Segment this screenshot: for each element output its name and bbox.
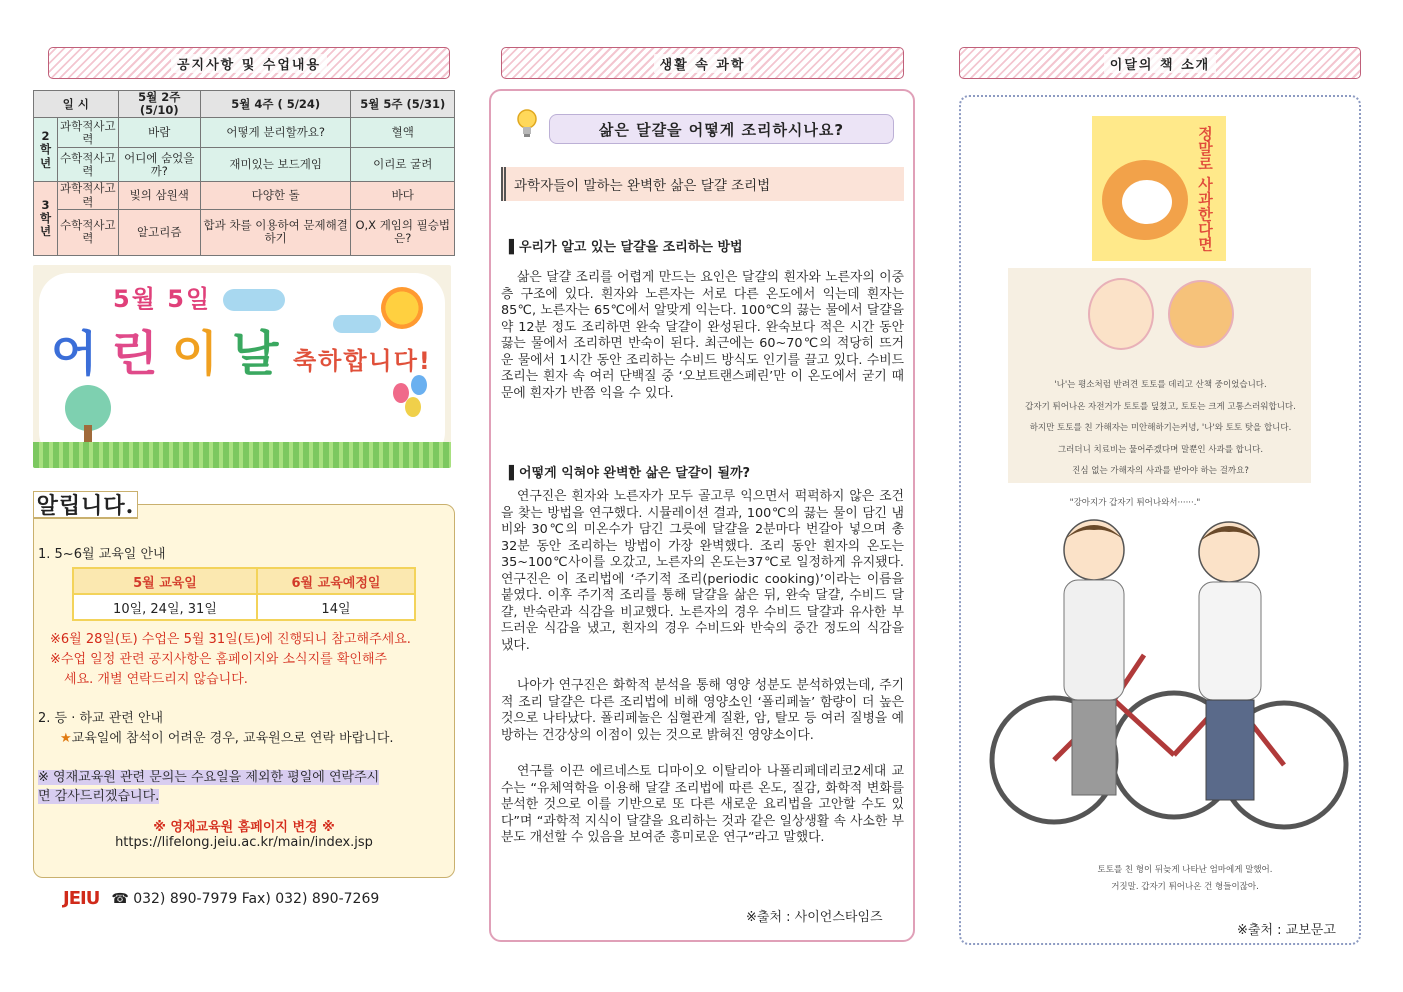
schedule-col-header: 일 시 (34, 91, 119, 118)
cloud-icon (223, 289, 285, 311)
book-source: ※출처 : 교보문고 (1237, 923, 1336, 938)
subject-cell: 과학적사고력 (58, 118, 119, 148)
banner-congrats: 축하합니다! (293, 347, 432, 375)
homepage-label: ※ 영재교육원 홈페이지 변경 ※ (153, 820, 335, 835)
subject-cell: 수학적사고력 (58, 148, 119, 182)
science-header: 생활 속 과학 (501, 47, 904, 79)
week-header: 5월 5주 (5/31) (351, 91, 455, 118)
table-cell: 이리로 굴려 (351, 148, 455, 182)
lightbulb-icon (516, 108, 538, 140)
notice-item-2: 2. 등 · 하교 관련 안내 (38, 711, 164, 726)
table-cell: 빛의 삼원색 (118, 182, 200, 209)
homepage-url[interactable]: https://lifelong.jeiu.ac.kr/main/index.jsp (115, 835, 373, 850)
summary-line: 하지만 토토를 친 가해자는 미안해하기는커녕, '나'와 토토 탓을 합니다. (1029, 423, 1292, 433)
notice-note-1: ※6월 28일(토) 수업은 5월 31일(토)에 진행되니 참고해주세요. (50, 632, 411, 647)
book-cover (1092, 116, 1226, 261)
subject-cell: 수학적사고력 (58, 209, 119, 255)
notice-contact-a (38, 766, 379, 785)
science-paragraph-3: 나아가 연구진은 화학적 분석을 통해 영양 성분도 분석하였는데, 주기적 조리 달걀은 다른 조리법에 비해 영양소인 ‘폴리페놀’ 함량이 더 높은 것으로 나타났다. 폴리페놀은 심혈관계 질환, 암, 탈모 등 여러 질병을 예방하는 건강상의 이점이 있는 것으로 밝혀진 영양소이다. (501, 678, 904, 743)
notice-contact-a-text: ※ 영재교육원 관련 문의는 수요일을 제외한 평일에 연락주시 (38, 770, 380, 785)
dog-illustration (1168, 280, 1234, 348)
notice-note-2a: ※수업 일정 관련 공지사항은 홈페이지와 소식지를 확인해주 (50, 652, 388, 667)
book-cover-title (1196, 126, 1214, 251)
book-header: 이달의 책 소개 (959, 47, 1361, 79)
notice-item-2-body: 교육일에 참석이 어려운 경우, 교육원으로 연락 바랍니다. (71, 731, 394, 746)
notice-contact-b-text: 면 감사드리겠습니다. (38, 789, 160, 804)
table-cell: 바다 (351, 182, 455, 209)
science-paragraph-4: 연구를 이끈 에르네스토 디마이오 이탈리아 나폴리페데리코2세대 교수는 “유체역학을 이용해 달걀 조리법에 따른 온도, 질감, 화학적 변화를 분석한 것으로 이를 기반으로 또 다른 새로운 요리법을 고안할 수도 있다”며 “과학적 지식이 달걀을 요리하는 것과 같은 일상생활 속 사소한 부분도 개선할 수 있음을 보여준 흥미로운 연구”라고 말했다. (501, 764, 904, 845)
week-header: 5월 2주 (5/10) (118, 91, 200, 118)
cloud-icon (333, 315, 381, 333)
science-paragraph-2: 연구진은 흰자와 노른자가 모두 골고루 익으면서 퍽퍽하지 않은 조건을 찾는 방법을 연구했다. 시뮬레이션 결과, 100℃의 끓는 물이 담긴 냄비와 30℃의 미온수가 담긴 그릇에 달걀을 2분마다 번갈아 넣으며 총 32분 동안 조리하는 방법이 가장 완벽했다. 조리 동안 흰자의 온도는 35~100℃사이를 오갔고, 노른자의 온도는37℃로 일정하게 유지됐다. 연구진은 이 조리법에 ‘주기적 조리(periodic cooking)’이라는 이름을 붙였다. 이후 주기적 조리를 통해 달걀을 삶은 뒤, 완숙 달걀, 수비드 달걀, 반숙란과 식감을 비교했다. 노른자의 경우 수비드 달걀과 유사한 부드러운 식감을 냈고, 흰자의 경우 수비드와 반숙의 중간 정도의 식감을 냈다. (501, 489, 904, 653)
star-icon: ★ (60, 731, 72, 746)
science-section-2: ▌어떻게 익혀야 완벽한 삶은 달걀이 될까? (509, 466, 751, 481)
table-cell: 재미있는 보드게임 (200, 148, 351, 182)
science-title: 삶은 달걀을 어떻게 조리하시나요? (549, 114, 894, 144)
subject-cell: 과학적사고력 (58, 182, 119, 209)
table-cell: 알고리즘 (118, 209, 200, 255)
banner-title-text: 어린이날 (51, 326, 293, 382)
notice-contact-b (38, 785, 159, 804)
grass-decoration (33, 442, 451, 468)
book-caption-2: 거짓말. 갑자기 튀어나온 건 형들이잖아. (1111, 882, 1259, 892)
table-cell: 다양한 돌 (200, 182, 351, 209)
table-cell: O,X 게임의 필승법은? (351, 209, 455, 255)
table-cell: 바람 (118, 118, 200, 148)
edu-table-cell: 14일 (257, 594, 415, 620)
notice-item-1: 1. 5~6월 교육일 안내 (38, 547, 166, 562)
table-cell: 어떻게 분리할까요? (200, 118, 351, 148)
childrens-day-banner (33, 265, 451, 468)
table-cell: 합과 차를 이용하여 문제해결하기 (200, 209, 351, 255)
footer (63, 888, 379, 909)
summary-line: '나'는 평소처럼 반려견 토토를 데리고 산책 중이었습니다. (1054, 380, 1267, 390)
balloon-icon (411, 375, 427, 395)
dog-face (1122, 180, 1172, 224)
science-section-1: ▌우리가 알고 있는 달걀을 조리하는 방법 (509, 240, 743, 255)
schedule-table (33, 90, 455, 256)
science-source: ※출처 : 사이언스타임즈 (746, 910, 883, 925)
edu-day-table (72, 567, 416, 621)
summary-line: 갑자기 튀어나온 자전거가 토토를 덮쳤고, 토토는 크게 고통스러워합니다. (1025, 402, 1296, 412)
science-paragraph-1: 삶은 달걀 조리를 어렵게 만드는 요인은 달걀의 흰자와 노른자의 이중 층 구조에 있다. 흰자와 노른자는 서로 다른 온도에서 익는데 흰자는 85℃, 노른자는 65℃에서 알맞게 익는다. 100℃의 끓는 물에서 달걀을 약 12분 정도 조리하면 완숙 달걀이 완성된다. 완숙보다 적은 시간 동안 끓는 물에서 조리하면 반숙이 된다. 최근에는 60~70℃의 적당히 뜨거운 물에서 1시간 동안 조리하는 수비드 방식도 인기를 끌고 있다. 수비드 조리는 흰자 속 여러 단백질 중 ‘오보트랜스페린’만 이 온도에서 굳기 때문에 흰자가 반쯤 익을 수 있다. (501, 270, 904, 401)
book-cover-title-1: 정말로 (1196, 126, 1214, 171)
boy-illustration (1088, 278, 1154, 350)
footer-phone: ☎ 032) 890-7979 Fax) 032) 890-7269 (111, 890, 380, 907)
table-cell: 어디에 숨었을까? (118, 148, 200, 182)
banner-date: 5월 5일 (113, 285, 212, 313)
book-cover-title-2: 사과한다면 (1196, 176, 1214, 252)
balloon-icon (405, 397, 421, 417)
grade-3-label: 3 학 년 (34, 182, 58, 255)
summary-line: 그러더니 치료비는 물어주겠다며 말뿐인 사과를 합니다. (1057, 445, 1264, 455)
boys-with-bicycles-illustration (984, 510, 1359, 905)
week-header: 5월 4주 ( 5/24) (200, 91, 351, 118)
banner-title (51, 315, 292, 384)
notice-item-2-text (60, 727, 394, 746)
book-caption-1: 토토를 친 형이 뒤늦게 나타난 엄마에게 말했어. (1097, 865, 1273, 875)
notice-note-2b: 세요. 개별 연락드리지 않습니다. (64, 672, 248, 687)
science-subtitle: 과학자들이 말하는 완벽한 삶은 달걀 조리법 (501, 167, 904, 201)
notice-title: 알립니다. (33, 491, 138, 519)
edu-table-cell: 10일, 24일, 31일 (73, 594, 257, 620)
sun-icon (381, 287, 423, 329)
summary-line: 진심 없는 가해자의 사과를 받아야 하는 걸까요? (1072, 466, 1249, 476)
book-quote: "강아지가 갑자기 튀어나와서······." (1069, 498, 1201, 508)
grade-2-label: 2 학 년 (34, 118, 58, 182)
notice-header: 공지사항 및 수업내용 (48, 47, 450, 79)
edu-table-header: 5월 교육일 (73, 568, 257, 594)
table-cell: 혈액 (351, 118, 455, 148)
edu-table-header: 6월 교육예정일 (257, 568, 415, 594)
jeiu-logo: JEIU (63, 888, 100, 909)
